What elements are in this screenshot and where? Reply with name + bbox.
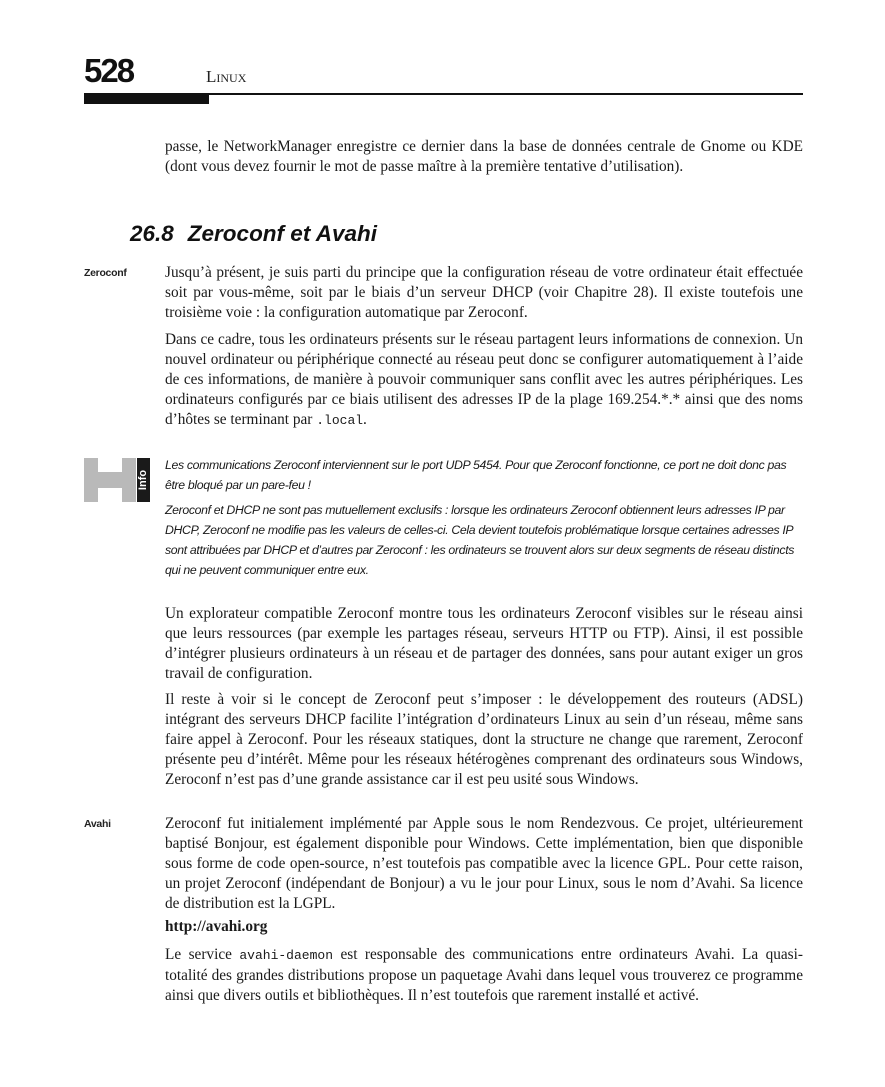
inline-code-avahi-daemon: avahi-daemon [239, 948, 333, 963]
body-paragraph-6-text: est responsable des communications entre ordinateurs Avahi. La quasi-totalité des grandes distributions propose un paquetage Avahi dans lequel vous trouverez ce programme ainsi que divers outils et bibliothèques. Il n’est toutefois que rarement installé et activé. [165, 946, 803, 1004]
body-paragraph-6 [165, 945, 803, 1006]
info-icon [84, 458, 150, 502]
info-tag-label: Info [137, 469, 150, 491]
body-paragraph-2-text: Dans ce cadre, tous les ordinateurs présents sur le réseau partagent leurs informations de connexion. Un nouvel ordinateur ou périphérique connecté au réseau peut donc se configurer automatiquement à l’aide de ces informations, de manière à pouvoir communiquer sans conflit avec les autres périphériques. Les ordinateurs configurés par ce biais utilisent des adresses IP de la plage 169.254.*.* ainsi que des noms d’hôtes se terminant par [165, 331, 803, 428]
body-paragraph-4: Il reste à voir si le concept de Zeroconf peut s’imposer : le développement des routeurs (ADSL) intégrant des serveurs DHCP facilite l’intégration d’ordinateurs Linux au sein d’un réseau, même sans faire appel à Zeroconf. Pour les réseaux statiques, dont la structure ne change que rarement, Zeroconf présente peu d’intérêt. Même pour les réseaux hétérogènes comprenant des ordinateurs sous Windows, Zeroconf n’est pas d’une grande assistance car il est peu usité sous Windows. [165, 691, 803, 788]
intro-paragraph: passe, le NetworkManager enregistre ce dernier dans la base de données centrale de Gnome ou KDE (dont vous devez fournir le mot de passe maître à la première tentative d’utilisation). [165, 138, 803, 175]
body-paragraph-5: Zeroconf fut initialement implémenté par Apple sous le nom Rendezvous. Ce projet, ultérieurement baptisé Bonjour, est également disponible pour Windows. Cette implémentation, bien que disponible sous forme de code open-source, n’est toutefois pas compatible avec la licence GPL. Pour cette raison, un projet Zeroconf (indépendant de Bonjour) a vu le jour pour Linux, sous le nom d’Avahi. Sa licence de distribution est la LGPL. [165, 815, 803, 912]
body-paragraph-6-start: Le service [165, 946, 240, 963]
avahi-url-link[interactable]: http://avahi.org [165, 918, 268, 935]
running-head: Linux [206, 67, 247, 86]
margin-note-zeroconf: Zeroconf [84, 267, 127, 279]
header-rule-accent [84, 93, 209, 104]
section-title: Zeroconf et Avahi [187, 221, 377, 246]
margin-note-avahi: Avahi [84, 818, 111, 830]
section-number: 26.8 [130, 221, 174, 246]
body-paragraph-1: Jusqu’à présent, je suis parti du principe que la configuration réseau de votre ordinateur était effectuée soit par vous-même, soit par le biais d’un serveur DHCP (voir Chapitre 28). Il existe toutefois une troisième voie : la configuration automatique par Zeroconf. [165, 264, 803, 321]
section-heading [130, 221, 377, 247]
body-paragraph-3: Un explorateur compatible Zeroconf montre tous les ordinateurs Zeroconf visibles sur le réseau ainsi que leurs ressources (par exemple les partages réseau, serveurs HTTP ou FTP). Ainsi, il est possible d’intégrer plusieurs ordinateurs à un réseau et de partager des données, sans pour autant exiger un gros travail de configuration. [165, 605, 803, 682]
body-paragraph-2 [165, 330, 803, 431]
page-number: 528 [84, 52, 134, 89]
body-paragraph-2-end: . [363, 411, 367, 428]
info-paragraph-1: Les communications Zeroconf interviennent sur le port UDP 5454. Pour que Zeroconf fonctionne, ce port ne doit donc pas être bloqué par un pare-feu ! [165, 458, 787, 492]
info-tag [137, 458, 150, 502]
info-paragraph-2: Zeroconf et DHCP ne sont pas mutuellement exclusifs : lorsque les ordinateurs Zeroconf obtiennent leurs adresses IP par DHCP, Zeroconf ne modifie pas les valeurs de celles-ci. Cela devient toutefois problématique lorsque certaines adresses IP sont attribuées par DHCP et d’autres par Zeroconf : les ordinateurs se trouvent alors sur deux segments de réseau distincts qui ne peuvent communiquer entre eux. [165, 503, 795, 577]
inline-code-local: .local [316, 413, 364, 428]
